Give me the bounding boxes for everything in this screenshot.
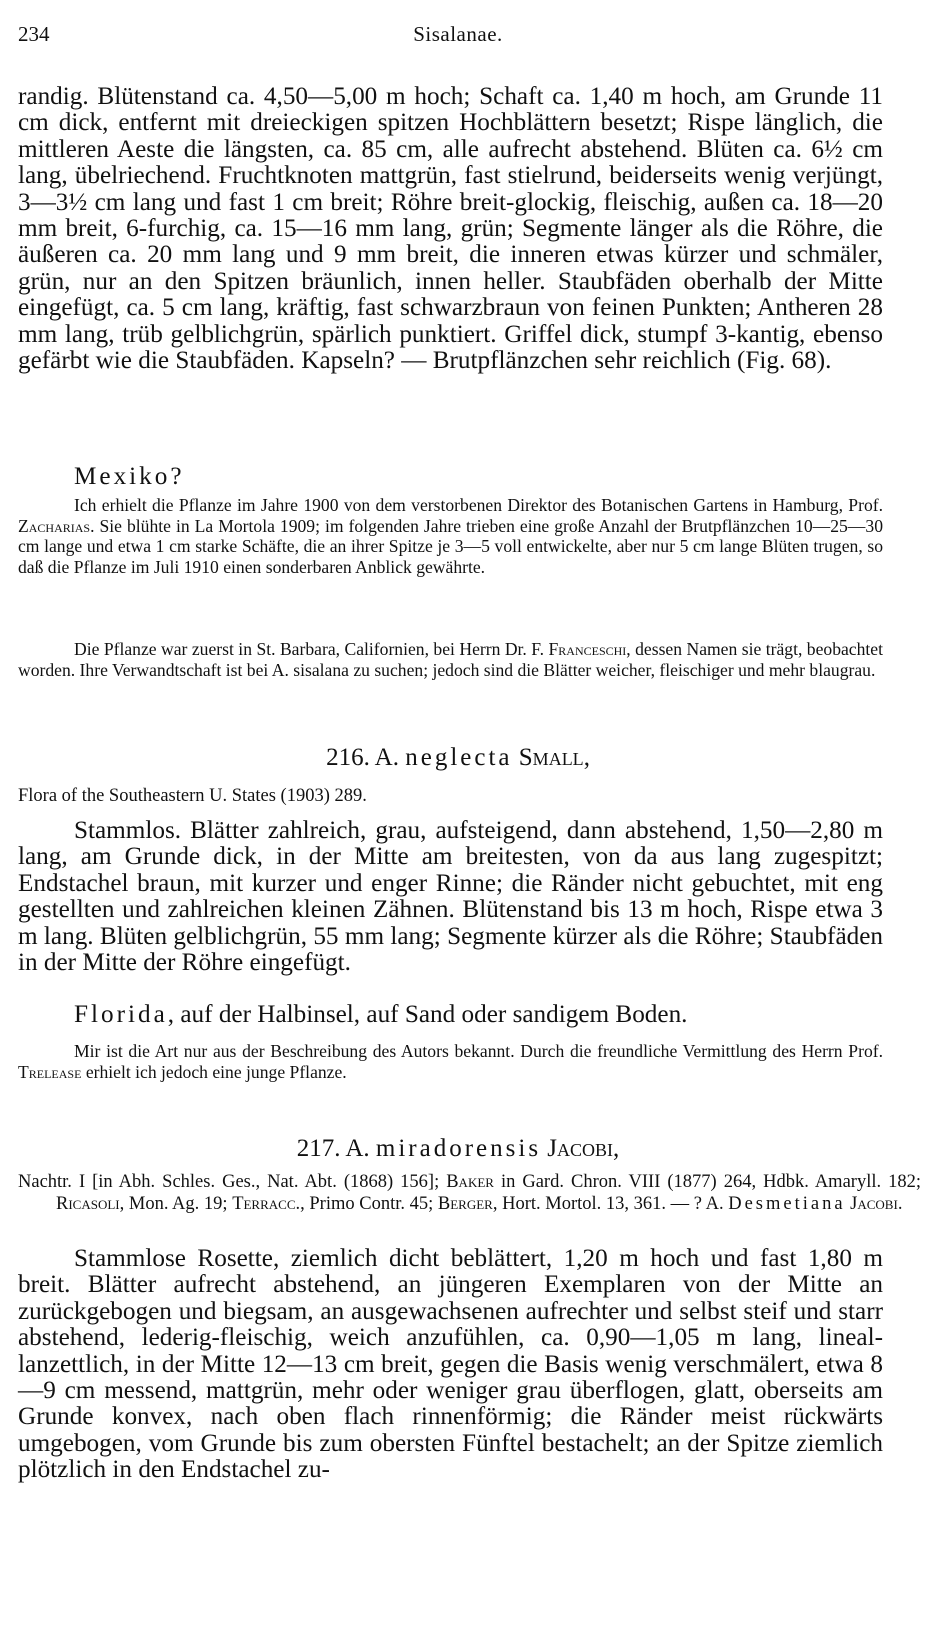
locality-216 <box>18 1002 883 1028</box>
note-text: . Sie blühte in La Mortola 1909; im folgenden Jahre trieben eine große Anzahl der Brutpflänzchen 10—25—30 cm lange und etwa 1 cm starke Schäfte, die an ihrer Spitze je 3—5 voll entwickelte, aber nur 5 cm lange Blüten trugen, so daß die Pflanze im Juli 1910 einen sonderbaren Anblick gewährte. <box>18 515 883 577</box>
reference-216: Flora of the Southeastern U. States (1903) 289. <box>18 786 367 806</box>
note-text: Ich erhielt die Pflanze im Jahre 1900 von dem verstorbenen Direktor des Botanischen Gartens in Hamburg, Prof. <box>74 495 883 515</box>
ref-text: . <box>897 1194 903 1214</box>
ref-text: in Gard. Chron. VIII (1877) 264, Hdbk. Amaryll. 182; <box>493 1172 921 1192</box>
species-author: Jacobi <box>547 1135 614 1162</box>
author-name: Terracc. <box>232 1194 301 1214</box>
species-description-continued: randig. Blütenstand ca. 4,50—5,00 m hoch; Schaft ca. 1,40 m hoch, am Grunde 11 cm dick, entfernt mit dreieckigen spitzen Hochblättern besetzt; Rispe länglich, die mittleren Aeste die längsten, ca. 85 cm, alle aufrecht abstehend. Blüten ca. 6½ cm lang, übelriechend. Fruchtknoten mattgrün, fast stielrund, beiderseits wenig verjüngt, 3—3½ cm lang und fast 1 cm breit; Röhre breit-glockig, fleischig, außen ca. 18—20 mm breit, 6-furchig, ca. 15—16 mm lang, grün; Segmente länger als die Röhre, die äußeren ca. 20 mm lang und 9 mm breit, die inneren etwas kürzer und schmäler, grün, nur an den Spitzen bräunlich, innen heller. Staubfäden oberhalb der Mitte eingefügt, ca. 5 cm lang, kräftig, fast schwarzbraun von feinen Punkten; Antheren 28 mm lang, trüb gelblichgrün, spärlich punktiert. Griffel dick, stumpf 3-kantig, ebenso gefärbt wie die Staubfäden. Kapseln? — Brutpflänzchen sehr reichlich (Fig. 68). <box>18 83 883 375</box>
section-heading-216 <box>18 744 898 772</box>
note-text: , dessen Namen sie trägt, beobachtet worden. Ihre Verwandtschaft ist bei A. sisalana zu suchen; jedoch sind die Blätter weicher, fleischiger und mehr blaugrau. <box>18 639 884 680</box>
synonym-name: Desmetiana <box>728 1194 846 1214</box>
author-name: Ricasoli <box>56 1194 120 1214</box>
note-216 <box>18 1041 883 1082</box>
author-name: Baker <box>446 1172 494 1192</box>
section-number: 216. A. <box>326 744 406 771</box>
heading-tail: , <box>613 1135 620 1162</box>
ref-text: Nachtr. I [in Abh. Schles. Ges., Nat. Abt. (1868) 156]; <box>18 1172 447 1192</box>
locality-text: , auf der Halbinsel, auf Sand oder sandigem Boden. <box>167 1001 688 1028</box>
locality-name: Florida <box>74 1001 168 1028</box>
species-name: neglecta <box>405 744 513 771</box>
note-text: Mir ist die Art nur aus der Beschreibung des Autors bekannt. Durch die freundliche Vermittlung des Herrn Prof. <box>74 1041 883 1061</box>
description-217: Stammlose Rosette, ziemlich dicht beblättert, 1,20 m hoch und fast 1,80 m breit. Blätter aufrecht abstehend, an jüngeren Exemplaren von der Mitte an zurückgebogen und biegsam, an ausgewachsenen aufrechter und selbst steif und starr abstehend, lederig-fleischig, weich anzufühlen, ca. 0,90—1,05 m lang, lineal-lanzettlich, in der Mitte 12—13 cm breit, gegen die Basis wenig verschmälert, etwa 8—9 cm messend, mattgrün, mehr oder weniger grau überflogen, glatt, oberseits am Grunde konvex, nach oben flach rinnenförmig; die Ränder meist rückwärts umgebogen, vom Grunde bis zum obersten Fünftel bestachelt; an der Spitze ziemlich plötzlich in den Endstachel zu- <box>18 1245 883 1484</box>
species-name: miradorensis <box>375 1135 542 1162</box>
author-name: Jacobi <box>850 1194 898 1214</box>
note-text: erhielt ich jedoch eine junge Pflanze. <box>81 1061 347 1082</box>
ref-text: , Mon. Ag. 19; <box>119 1194 233 1214</box>
person-name: Trelease <box>18 1061 82 1082</box>
note-paragraph-1 <box>18 495 883 577</box>
section-number: 217. A. <box>296 1135 376 1162</box>
species-author: Small <box>518 744 584 771</box>
ref-text: , Primo Contr. 45; <box>300 1194 438 1214</box>
locality-mexiko: Mexiko? <box>74 463 185 490</box>
running-title: Sisalanae. <box>413 22 503 46</box>
ref-text: , Hort. Mortol. 13, 361. — ? A. <box>492 1194 729 1214</box>
author-name: Berger <box>437 1194 493 1214</box>
note-text: Die Pflanze war zuerst in St. Barbara, Californien, bei Herrn Dr. F. <box>74 639 549 659</box>
reference-217 <box>18 1171 921 1215</box>
page-number: 234 <box>18 22 50 46</box>
person-name: Franceschi <box>548 639 627 659</box>
note-paragraph-2 <box>18 639 883 680</box>
section-heading-217 <box>18 1135 898 1163</box>
heading-tail: , <box>583 744 590 771</box>
page-header <box>18 22 898 52</box>
author-name: Zacharias <box>18 515 91 536</box>
description-216: Stammlos. Blätter zahlreich, grau, aufsteigend, dann abstehend, 1,50—2,80 m lang, am Grunde dick, in der Mitte am breitesten, von da aus lang zugespitzt; Endstachel braun, mit kurzer und enger Rinne; die Ränder nicht gebuchtet, mit eng gestellten und zahlreichen kleinen Zähnen. Blütenstand bis 13 m hoch, Rispe etwa 3 m lang. Blüten gelblichgrün, 55 mm lang; Segmente kürzer als die Röhre; Staubfäden in der Mitte der Röhre eingefügt. <box>18 817 883 977</box>
